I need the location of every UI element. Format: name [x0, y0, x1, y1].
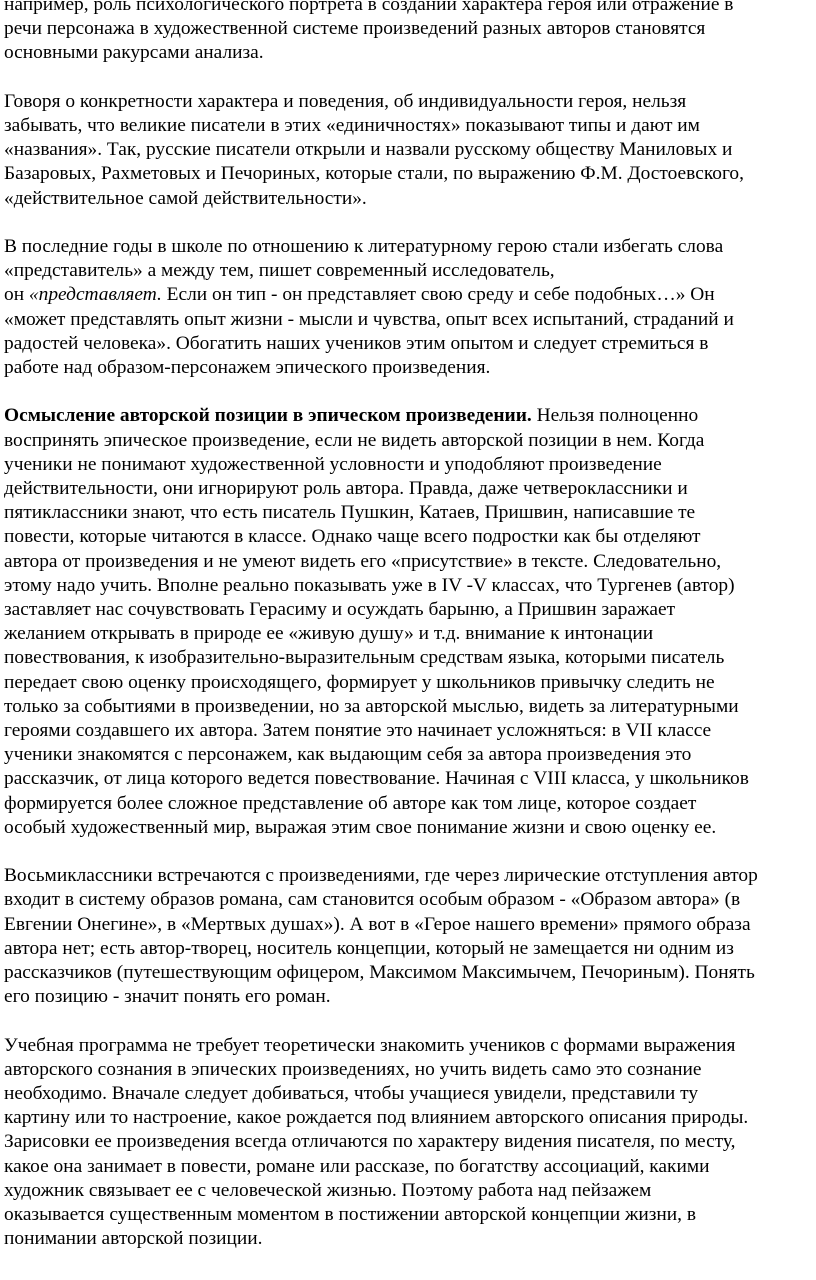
- italic-quote: «представляет.: [28, 284, 162, 306]
- text-line-mixed: [4, 283, 812, 307]
- text-line: воспринять эпическое произведение, если не видеть авторской позиции в нем. Когда: [4, 429, 705, 451]
- text-line: «может представлять опыт жизни - мысли и чувства, опыт всех испытаний, страданий и: [4, 308, 734, 330]
- text-line: «представитель» а между тем, пишет современный исследователь,: [4, 260, 555, 282]
- text-line: например, роль психологического портрета в создании характера героя или отражение в: [4, 0, 734, 15]
- text-line: повести, которые читаются в классе. Однако чаще всего подростки как бы отделяют: [4, 526, 701, 548]
- text-line: оказывается существенным моментом в постижении авторской концепции жизни, в: [4, 1204, 697, 1226]
- text-line: «действительное самой действительности».: [4, 187, 367, 209]
- text-line: входит в систему образов романа, сам становится особым образом - «Образом автора» (в: [4, 889, 741, 911]
- text-line: авторского сознания в эпических произведениях, но учить видеть само это сознание: [4, 1058, 702, 1080]
- text-line: какое она занимает в повести, романе или рассказе, по богатству ассоциаций, какими: [4, 1155, 710, 1177]
- text-line: героями создавшего их автора. Затем понятие это начинает усложняться: в VII классе: [4, 720, 712, 742]
- text-line: Учебная программа не требует теоретически знакомить учеников с формами выражения: [4, 1034, 736, 1056]
- text-line: картину или то настроение, какое рождается под влиянием авторского описания природы.: [4, 1107, 749, 1129]
- text-line: основными ракурсами анализа.: [4, 42, 264, 64]
- text-line: желанием открывать в природе ее «живую душу» и т.д. внимание к интонации: [4, 623, 654, 645]
- paragraph-representative: [4, 235, 812, 380]
- text-line: Зарисовки ее произведения всегда отличаются по характеру видения писателя, по месту,: [4, 1131, 736, 1153]
- text-line: автора нет; есть автор-творец, носитель концепции, который не замещается ни одним из: [4, 937, 734, 959]
- text-line: «названия». Так, русские писатели открыли и назвали русскому обществу Маниловых и: [4, 139, 733, 161]
- text-line: его позицию - значит понять его роман.: [4, 986, 331, 1008]
- text-line: заставляет нас сочувствовать Герасиму и осуждать барыню, а Пришвин заражает: [4, 599, 676, 621]
- paragraph-curriculum: [4, 1034, 812, 1252]
- text-line: повествования, к изобразительно-выразительным средствам языка, которыми писатель: [4, 647, 725, 669]
- text-line: только за событиями в произведении, но за авторской мыслью, видеть за литературными: [4, 695, 739, 717]
- text-line: Восьмиклассники встречаются с произведениями, где через лирические отступления автор: [4, 865, 758, 887]
- text-line: рассказчиков (путешествующим офицером, Максимом Максимычем, Печориным). Понять: [4, 962, 755, 984]
- text-line: радостей человека». Обогатить наших учеников этим опытом и следует стремиться в: [4, 332, 709, 354]
- text-line: формируется более сложное представление об авторе как том лице, которое создает: [4, 792, 697, 814]
- text-line: В последние годы в школе по отношению к литературному герою стали избегать слова: [4, 236, 724, 257]
- paragraph-eighth-grade: [4, 864, 812, 1009]
- text-line: Говоря о конкретности характера и поведения, об индивидуальности героя, нельзя: [4, 90, 687, 112]
- text-line: Евгении Онегине», в «Мертвых душах»). А вот в «Герое нашего времени» прямого образа: [4, 913, 751, 935]
- text-line: рассказчик, от лица которого ведется повествование. Начиная с VIII класса, у школьников: [4, 768, 749, 790]
- text-line: особый художественный мир, выражая этим свое понимание жизни и свою оценку ее.: [4, 816, 717, 838]
- text-segment: он: [4, 284, 29, 306]
- text-line: необходимо. Вначале следует добиваться, чтобы учащиеся увидели, представили ту: [4, 1083, 699, 1105]
- text-line: художник связывает ее с человеческой жизнью. Поэтому работа над пейзажем: [4, 1179, 652, 1201]
- text-line: речи персонажа в художественной системе произведений разных авторов становятся: [4, 18, 706, 40]
- text-line: работе над образом-персонажем эпического произведения.: [4, 357, 491, 379]
- text-line: передает свою оценку происходящего, формирует у школьников привычку следить не: [4, 671, 715, 693]
- text-line: ученики не понимают художественной условности и уподобляют произведение: [4, 453, 662, 475]
- text-segment: Если он тип - он представляет свою среду и себе подобных…» Он: [161, 284, 715, 306]
- text-line: забывать, что великие писатели в этих «единичностях» показывают типы и дают им: [4, 115, 700, 136]
- paragraph-psych-portrait: [4, 0, 812, 66]
- text-line: Базаровых, Рахметовых и Печориных, которые стали, по выражению Ф.М. Достоевского,: [4, 163, 744, 185]
- section-heading: Осмысление авторской позиции в эпическом произведении.: [4, 405, 532, 427]
- text-segment: Нельзя полноценно: [531, 405, 699, 427]
- text-line: пятиклассники знают, что есть писатель Пушкин, Катаев, Пришвин, написавшие те: [4, 502, 696, 524]
- text-line: ученики знакомятся с персонажем, как выдающим себя за автора произведения это: [4, 744, 692, 766]
- paragraph-author-position: [4, 404, 812, 840]
- text-line: действительности, они игнорируют роль автора. Правда, даже четвероклассники и: [4, 478, 688, 500]
- text-line: автора от произведения и не умеют видеть его «присутствие» в тексте. Следовательно,: [4, 550, 722, 572]
- paragraph-character-types: [4, 90, 812, 211]
- text-line: понимании авторской позиции.: [4, 1228, 263, 1250]
- text-line-mixed: [4, 404, 812, 428]
- text-line: этому надо учить. Вполне реально показывать уже в IV -V классах, что Тургенев (автор): [4, 574, 735, 596]
